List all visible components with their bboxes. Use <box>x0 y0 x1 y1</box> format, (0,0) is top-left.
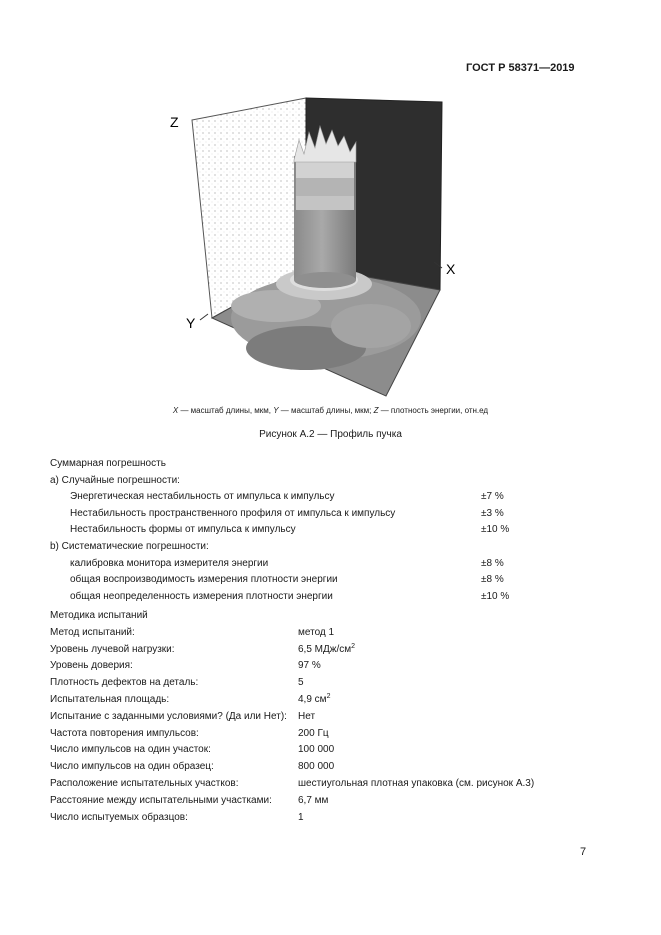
method-param-label: Число импульсов на один участок: <box>50 744 211 755</box>
random-error-value: ±10 % <box>481 524 510 535</box>
random-error-label: Нестабильность формы от импульса к импульсу <box>70 524 296 535</box>
method-heading: Методика испытаний <box>50 610 148 621</box>
method-param-value: метод 1 <box>298 627 335 638</box>
systematic-errors-heading: b) Систематические погрешности: <box>50 541 209 552</box>
beam-band <box>296 162 354 178</box>
axis-y-label: Y <box>186 315 196 331</box>
figure-caption: X — масштаб длины, мкм, Y — масштаб длины, мкм; Z — плотность энергии, отн.ед <box>172 406 489 415</box>
method-param-value: 97 % <box>298 660 321 671</box>
method-param-value: шестиугольная плотная упаковка (см. рисунок А.3) <box>298 778 535 789</box>
method-param-label: Расположение испытательных участков: <box>50 778 239 789</box>
systematic-error-label: общая воспроизводимость измерения плотности энергии <box>70 574 338 585</box>
axis-x-label: X <box>446 261 456 277</box>
method-param-value: 5 <box>298 677 304 688</box>
method-param-value: 200 Гц <box>298 728 329 739</box>
systematic-error-label: общая неопределенность измерения плотности энергии <box>70 591 333 602</box>
floor-noise <box>331 304 411 348</box>
method-param-value: 1 <box>298 812 304 823</box>
random-error-label: Нестабильность пространственного профиля от импульса к импульсу <box>70 508 396 519</box>
method-param-value: 6,7 мм <box>298 795 329 806</box>
method-param-label: Метод испытаний: <box>50 627 135 638</box>
method-param-value: 100 000 <box>298 744 335 755</box>
systematic-error-value: ±10 % <box>481 591 510 602</box>
method-param-value: Нет <box>298 711 316 722</box>
beam-profile-figure <box>166 96 476 408</box>
method-param-label: Число испытуемых образцов: <box>50 812 188 823</box>
systematic-error-label: калибровка монитора измерителя энергии <box>70 558 269 569</box>
random-error-value: ±3 % <box>481 508 504 519</box>
random-error-label: Энергетическая нестабильность от импульса к импульсу <box>70 491 335 502</box>
document-number: ГОСТ Р 58371—2019 <box>466 62 575 74</box>
systematic-error-value: ±8 % <box>481 558 504 569</box>
method-param-label: Частота повторения импульсов: <box>50 728 199 739</box>
method-param-value: 4,9 $см^2$ <box>298 693 331 705</box>
page-number: 7 <box>580 846 587 858</box>
method-param-value: 6,5 МДж/$см^2$ <box>298 643 356 655</box>
method-param-label: Уровень лучевой нагрузки: <box>50 644 175 655</box>
beam-band <box>296 178 354 196</box>
beam-band <box>296 196 354 210</box>
beam-cylinder-bottom <box>294 272 356 288</box>
method-param-label: Испытательная площадь: <box>50 694 170 705</box>
method-param-label: Испытание с заданными условиями? (Да или Нет): <box>50 711 287 722</box>
random-error-value: ±7 % <box>481 491 504 502</box>
method-param-label: Уровень доверия: <box>50 660 133 671</box>
method-param-value: 800 000 <box>298 761 335 772</box>
method-param-label: Число импульсов на один образец: <box>50 761 214 772</box>
random-errors-heading: а) Случайные погрешности: <box>50 475 180 486</box>
figure-title: Рисунок А.2 — Профиль пучка <box>259 429 402 440</box>
method-param-label: Плотность дефектов на деталь: <box>50 677 199 688</box>
axis-z-label: Z <box>170 114 179 130</box>
axis-y-arrow <box>200 314 208 320</box>
errors-heading: Суммарная погрешность <box>50 458 166 469</box>
method-param-label: Расстояние между испытательными участками: <box>50 795 272 806</box>
systematic-error-value: ±8 % <box>481 574 504 585</box>
